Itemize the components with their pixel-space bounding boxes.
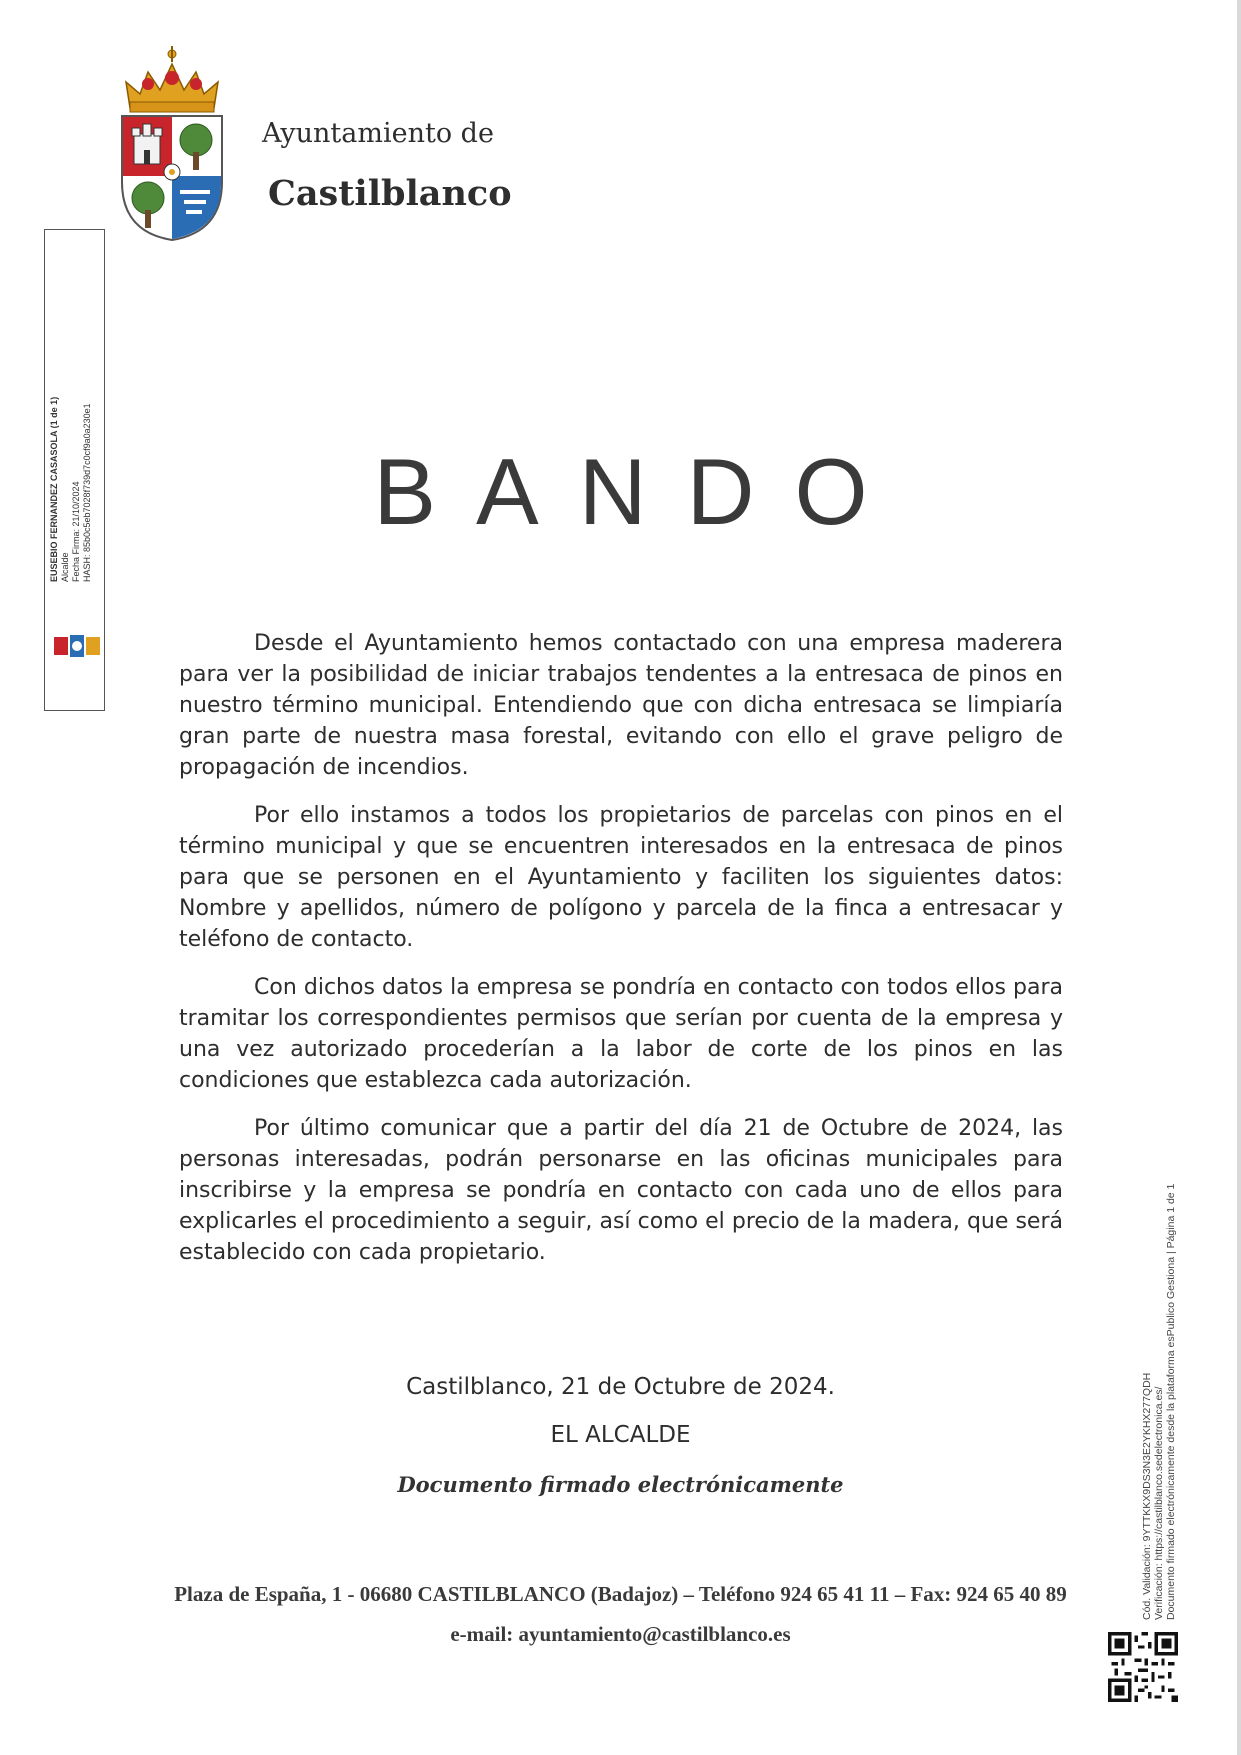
closing-date: Castilblanco, 21 de Octubre de 2024. <box>406 1374 835 1400</box>
validation-text <box>1141 1184 1177 1620</box>
document-title: BANDO <box>373 439 908 544</box>
signer-name: EUSEBIO FERNANDEZ CASASOLA (1 de 1) <box>49 396 59 582</box>
signed-electronically-note: Documento firmado electrónicamente <box>397 1472 844 1497</box>
body-paragraph-2: Por ello instamos a todos los propietarios de parcelas con pinos en el término municipal y que se encuentren interesados en la entresaca de pinos para que se personen en el Ayuntamiento y faciliten los siguientes datos: Nombre y apellidos, número de polígono y parcela de la finca a entresacar y teléfono de contacto. <box>179 803 1063 952</box>
qr-code-icon <box>1108 1632 1178 1702</box>
coat-of-arms-icon <box>118 42 226 242</box>
validation-platform: Documento firmado electrónicamente desde la plataforma esPublico Gestiona | Página 1 de 1 <box>1165 1183 1177 1620</box>
footer-address: Plaza de España, 1 - 06680 CASTILBLANCO (Badajoz) – Teléfono 924 65 41 11 – Fax: 924 65 40 89 <box>174 1582 1067 1606</box>
validation-code: Cód. Validación: 9YTTKKX9DS3N3E2YKHX277QDH <box>1141 1372 1153 1620</box>
document-body <box>179 628 1063 1285</box>
header-line-1: Ayuntamiento de <box>262 118 494 149</box>
header-town-name: Castilblanco <box>268 173 512 214</box>
body-paragraph-4: Por último comunicar que a partir del día 21 de Octubre de 2024, las personas interesadas, podrán personarse en las oficinas municipales para inscribirse y la empresa se pondría en contacto con cada uno de ellos para explicarles el procedimiento a seguir, así como el precio de la madera, que será establecido con cada propietario. <box>179 1116 1063 1265</box>
signature-date: Fecha Firma: 21/10/2024 <box>71 481 81 582</box>
signature-hash: HASH: 85b0c5eb7028f739d7c0cf9a0a230e1 <box>82 403 92 582</box>
body-paragraph-3: Con dichos datos la empresa se pondría en contacto con todos ellos para tramitar los correspondientes permisos que serían por cuenta de la empresa y una vez autorizado procederían a la labor de corte de los pinos en las condiciones que establezca cada autorización. <box>179 975 1063 1093</box>
signature-logo-icon <box>52 631 104 663</box>
footer-email: e-mail: ayuntamiento@castilblanco.es <box>450 1622 791 1646</box>
closing-role: EL ALCALDE <box>550 1422 691 1448</box>
body-paragraph-1: Desde el Ayuntamiento hemos contactado con una empresa maderera para ver la posibilidad de iniciar trabajos tendentes a la entresaca de pinos en nuestro término municipal. Entendiendo que con dicha entresaca se limpiaría gran parte de nuestra masa forestal, evitando con ello el grave peligro de propagación de incendios. <box>179 631 1063 780</box>
validation-url: Verificación: https://castilblanco.sedelectronica.es/ <box>1153 1386 1165 1620</box>
signer-role: Alcalde <box>60 552 70 582</box>
